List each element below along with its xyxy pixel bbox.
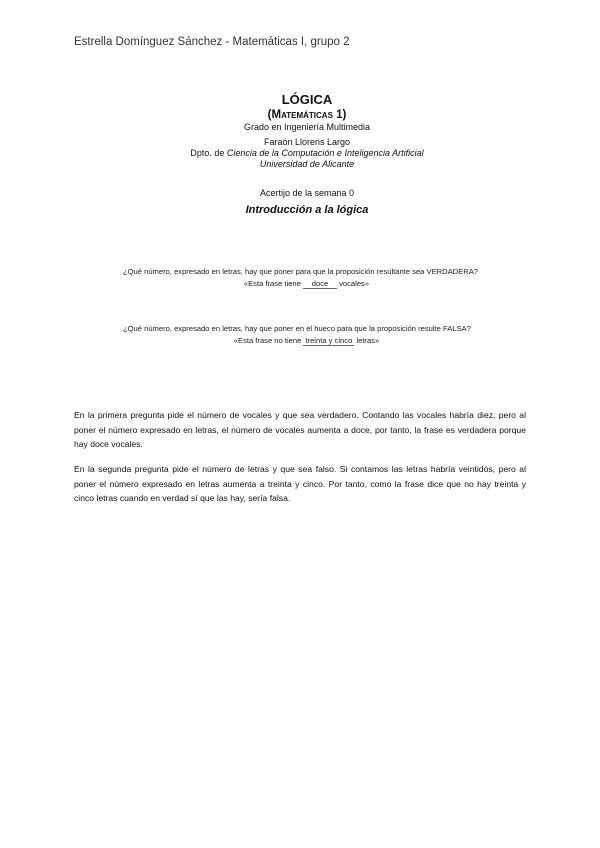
question-1-answer: doce <box>303 279 337 290</box>
question-2-prop-after: letras» <box>354 335 380 345</box>
document-subtitle: (Matemáticas 1) <box>267 109 347 121</box>
question-2 <box>123 324 490 346</box>
document-title: LÓGICA <box>281 92 333 107</box>
question-1-proposition <box>123 279 490 290</box>
answer-paragraph-1: En la primera pregunta pide el número de vocales y que sea verdadero. Contando las vocales habría diez, pero al poner el número expresado en letras, el número de vocales aumenta a doce, por tanto, la frase es verdadera porque hay doce vocales. <box>74 410 526 450</box>
department-line <box>140 148 474 159</box>
department-name: Ciencia de la Computación e Inteligencia Artificial <box>226 148 424 158</box>
question-1-text: ¿Qué número, expresado en letras, hay que poner para que la proposición resultante sea VERDADERA? <box>123 267 479 276</box>
department-prefix: Dpto. de <box>190 148 227 158</box>
question-2-prop-before: «Esta frase no tiene <box>233 335 304 345</box>
question-1-prop-before: «Esta frase tiene <box>243 278 303 288</box>
question-2-answer: treinta y cinco <box>305 335 353 345</box>
question-1-prop-after: vocales» <box>337 278 370 288</box>
intro-title: Introducción a la lógica <box>245 204 369 216</box>
question-2-proposition <box>123 336 490 347</box>
answer-paragraph-2: En la segunda pregunta pide el número de letras y que sea falso. Si contamos las letras habría veintidós, pero al poner el número expresado en letras aumenta a treinta y cinco. Por tanto, como la frase dice que no hay treinta y cinco letras cuando en verdad sí que las hay, sería falsa. <box>74 464 526 504</box>
question-1 <box>123 267 490 289</box>
university-line: Universidad de Alicante <box>259 159 355 169</box>
appendix-line: Acertijo de la semana 0 <box>259 188 355 198</box>
author-line: Faraón Llorens Largo <box>263 137 351 147</box>
title-block <box>140 92 474 217</box>
question-2-text: ¿Qué número, expresado en letras, hay que poner en el hueco para que la proposición resulte FALSA? <box>123 324 471 333</box>
running-header: Estrella Domínguez Sánchez - Matemáticas I, grupo 2 <box>74 36 350 48</box>
degree-line: Grado en Ingeniería Multimedia <box>243 122 371 132</box>
